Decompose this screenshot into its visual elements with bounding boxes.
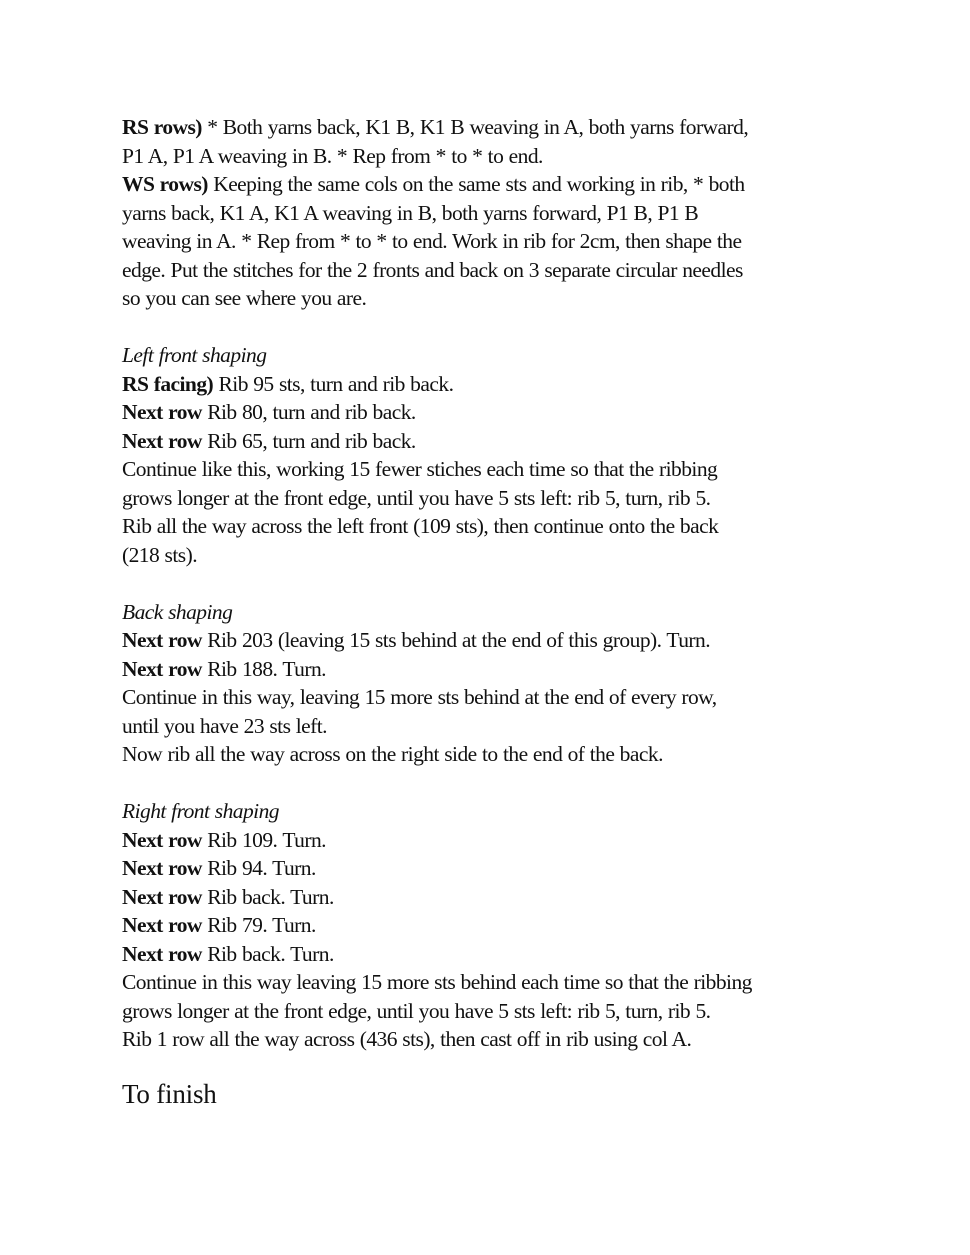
instruction-row xyxy=(122,427,852,456)
body-line: Continue in this way, leaving 15 more sts behind at the end of every row, xyxy=(122,685,717,709)
body-line: Rib 1 row all the way across (436 sts), then cast off in rib using col A. xyxy=(122,1027,692,1051)
row-text: Rib 79. Turn. xyxy=(201,913,316,937)
right-front-section xyxy=(122,797,852,1054)
row-text: Rib 188. Turn. xyxy=(201,656,326,681)
rs-rows-line: P1 A, P1 A weaving in B. * Rep from * to * to end. xyxy=(122,143,543,168)
row-label: Next row xyxy=(122,628,202,652)
body-line: until you have 23 sts left. xyxy=(122,713,328,738)
instruction-row xyxy=(122,655,852,684)
instruction-row xyxy=(122,940,852,969)
spacer xyxy=(122,569,852,598)
rs-rows-label: RS rows) xyxy=(122,115,202,139)
rs-rows-text: * Both yarns back, K1 B, K1 B weaving in A, both yarns forward, xyxy=(201,115,749,139)
ws-rows-text: Keeping the same cols on the same sts and working in rib, * both xyxy=(207,172,745,196)
instruction-row xyxy=(122,883,852,912)
rs-rows-line xyxy=(122,113,852,142)
instruction-row xyxy=(122,370,852,399)
row-text: Rib 80, turn and rib back. xyxy=(201,400,416,424)
section-heading: Right front shaping xyxy=(122,799,279,823)
section-heading: Left front shaping xyxy=(122,343,267,367)
back-section xyxy=(122,598,852,769)
row-label: Next row xyxy=(122,400,202,424)
ws-rows-line xyxy=(122,170,852,199)
row-label: RS facing) xyxy=(122,371,214,396)
ws-rows-line: so you can see where you are. xyxy=(122,286,367,310)
row-text: Rib back. Turn. xyxy=(201,884,334,909)
row-label: Next row xyxy=(122,656,202,681)
body-line: grows longer at the front edge, until you have 5 sts left: rib 5, turn, rib 5. xyxy=(122,998,711,1023)
body-line: Continue like this, working 15 fewer stiches each time so that the ribbing xyxy=(122,457,718,481)
row-text: Rib 95 sts, turn and rib back. xyxy=(213,371,454,396)
instruction-row xyxy=(122,854,852,883)
row-label: Next row xyxy=(122,827,202,852)
row-label: Next row xyxy=(122,428,202,453)
row-text: Rib 94. Turn. xyxy=(201,856,316,880)
ws-rows-line: yarns back, K1 A, K1 A weaving in B, both yarns forward, P1 B, P1 B xyxy=(122,200,699,225)
body-line: grows longer at the front edge, until you have 5 sts left: rib 5, turn, rib 5. xyxy=(122,485,711,510)
document-page xyxy=(122,113,852,1112)
section-heading: Back shaping xyxy=(122,599,233,624)
left-front-section xyxy=(122,341,852,569)
rib-instructions xyxy=(122,113,852,313)
ws-rows-label: WS rows) xyxy=(122,172,208,196)
body-line: Now rib all the way across on the right side to the end of the back. xyxy=(122,742,663,766)
row-text: Rib 65, turn and rib back. xyxy=(201,428,416,453)
row-label: Next row xyxy=(122,941,202,966)
instruction-row xyxy=(122,826,852,855)
spacer xyxy=(122,769,852,798)
body-line: Rib all the way across the left front (109 sts), then continue onto the back xyxy=(122,514,719,538)
row-text: Rib back. Turn. xyxy=(201,941,334,966)
spacer xyxy=(122,313,852,342)
to-finish-heading: To finish xyxy=(122,1078,217,1109)
row-label: Next row xyxy=(122,856,202,880)
body-line: Continue in this way leaving 15 more sts behind each time so that the ribbing xyxy=(122,970,752,994)
instruction-row xyxy=(122,398,852,427)
ws-rows-line: edge. Put the stitches for the 2 fronts and back on 3 separate circular needles xyxy=(122,257,743,282)
row-label: Next row xyxy=(122,884,202,909)
row-text: Rib 203 (leaving 15 sts behind at the end of this group). Turn. xyxy=(201,628,711,652)
body-line: (218 sts). xyxy=(122,542,198,567)
ws-rows-line: weaving in A. * Rep from * to * to end. Work in rib for 2cm, then shape the xyxy=(122,229,742,253)
row-text: Rib 109. Turn. xyxy=(201,827,326,852)
instruction-row xyxy=(122,911,852,940)
instruction-row xyxy=(122,626,852,655)
row-label: Next row xyxy=(122,913,202,937)
